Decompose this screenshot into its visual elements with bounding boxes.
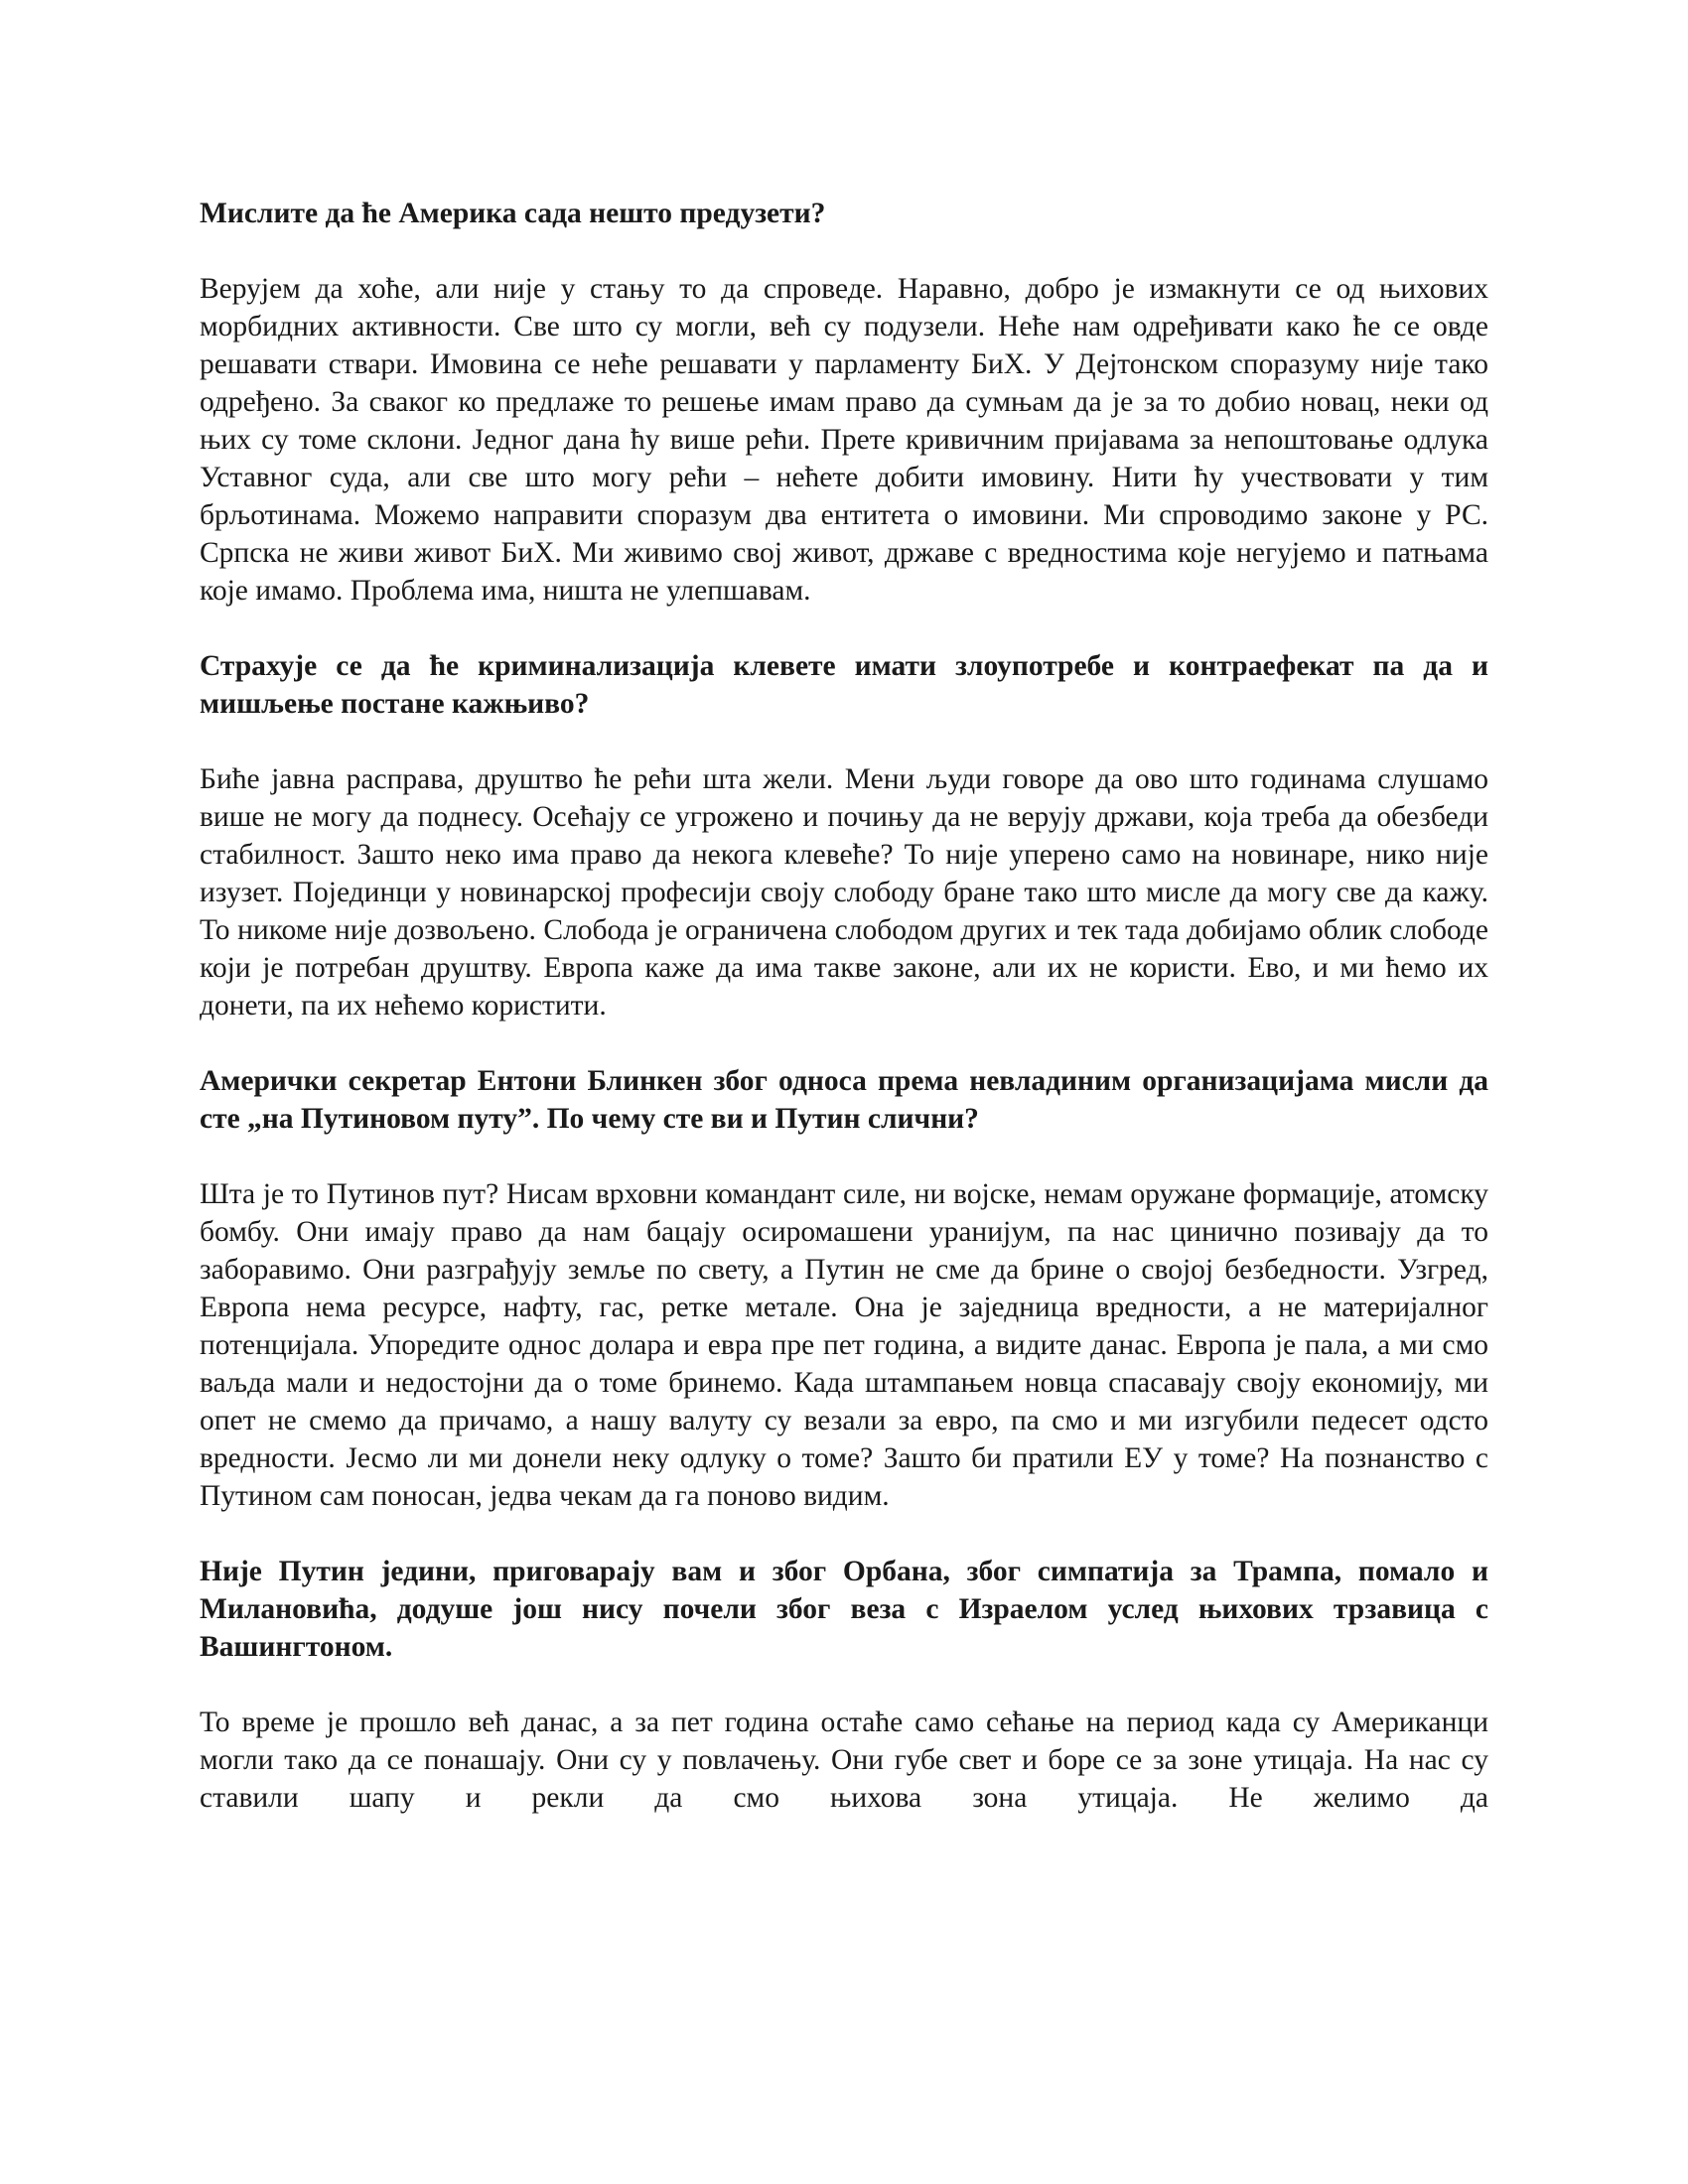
interview-answer-4: То време је прошло већ данас, а за пет година остаће само сећање на период када су Американци могли тако да се понашају. Они су у повлачењу. Они губе свет и боре се за зоне утицаја. На нас су ставили шапу и рекли да смо њихова зона утицаја. Не желимо да [200, 1706, 1488, 1814]
interview-question-2: Страхује се да ће криминализација клевете имати злоупотребе и контраефекат па да и мишљење постане кажњиво? [200, 650, 1488, 720]
interview-answer-3: Шта је то Путинов пут? Нисам врховни командант силе, ни војске, немам оружане формације, атомску бомбу. Они имају право да нам бацају осиромашени уранијум, па нас цинично позивају да то заборавимо. Они разграђују земље по свету, а Путин не сме да брине о својој безбедности. Узгред, Европа нема ресурсе, нафту, гас, ретке метале. Она је заједница вредности, а не материјалног потенцијала. Упоредите однос долара и евра пре пет година, а видите данас. Европа је пала, а ми смо ваљда мали и недостојни да о томе бринемо. Када штампањем новца спасавају своју економију, ми опет не смемо да причамо, а нашу валуту су везали за евро, па смо и ми изгубили педесет одсто вредности. Јесмо ли ми донели неку одлуку о томе? Зашто би пратили ЕУ у томе? На познанство с Путином сам поносан, једва чекам да га поново видим. [200, 1178, 1488, 1512]
interview-answer-2: Биће јавна расправа, друштво ће рећи шта жели. Мени људи говоре да ово што годинама слушамо више не могу да поднесу. Осећају се угрожено и почињу да не верују држави, која треба да обезбеди стабилност. Зашто неко има право да некога клевеће? То није уперено само на новинаре, нико није изузет. Појединци у новинарској професији своју слободу бране тако што мисле да могу све да кажу. То никоме није дозвољено. Слобода је ограничена слободом других и тек тада добијамо облик слободе који је потребан друштву. Европа каже да има такве законе, али их не користи. Ево, и ми ћемо их донети, па их нећемо користити. [200, 763, 1488, 1022]
interview-question-4: Није Путин једини, приговарају вам и због Орбана, због симпатија за Трампа, помало и Милановића, додуше још нису почели због веза с Израелом услед њихових трзавица с Вашингтоном. [200, 1556, 1488, 1663]
interview-question-3: Амерички секретар Ентони Блинкен због односа према невладиним организацијама мисли да сте „на Путиновом путу”. По чему сте ви и Путин слични? [200, 1065, 1488, 1135]
document-body [200, 195, 1488, 1854]
interview-answer-1: Верујем да хоће, али није у стању то да спроведе. Наравно, добро је измакнути се од њихових морбидних активности. Све што су могли, већ су подузели. Неће нам одређивати како ће се овде решавати ствари. Имовина се неће решавати у парламенту БиХ. У Дејтонском споразуму није тако одређено. За сваког ко предлаже то решење имам право да сумњам да је за то добио новац, неки од њих су томе склони. Једног дана ћу више рећи. Прете кривичним пријавама за непоштовање одлука Уставног суда, али све што могу рећи – нећете добити имовину. Нити ћу учествовати у тим брљотинама. Можемо направити споразум два ентитета о имовини. Ми спроводимо законе у РС. Српска не живи живот БиХ. Ми живимо свој живот, државе с вредностима које негујемо и патњама које имамо. Проблема има, ништа не улепшавам. [200, 273, 1488, 607]
interview-question-1: Мислите да ће Америка сада нешто предузети? [200, 198, 826, 229]
